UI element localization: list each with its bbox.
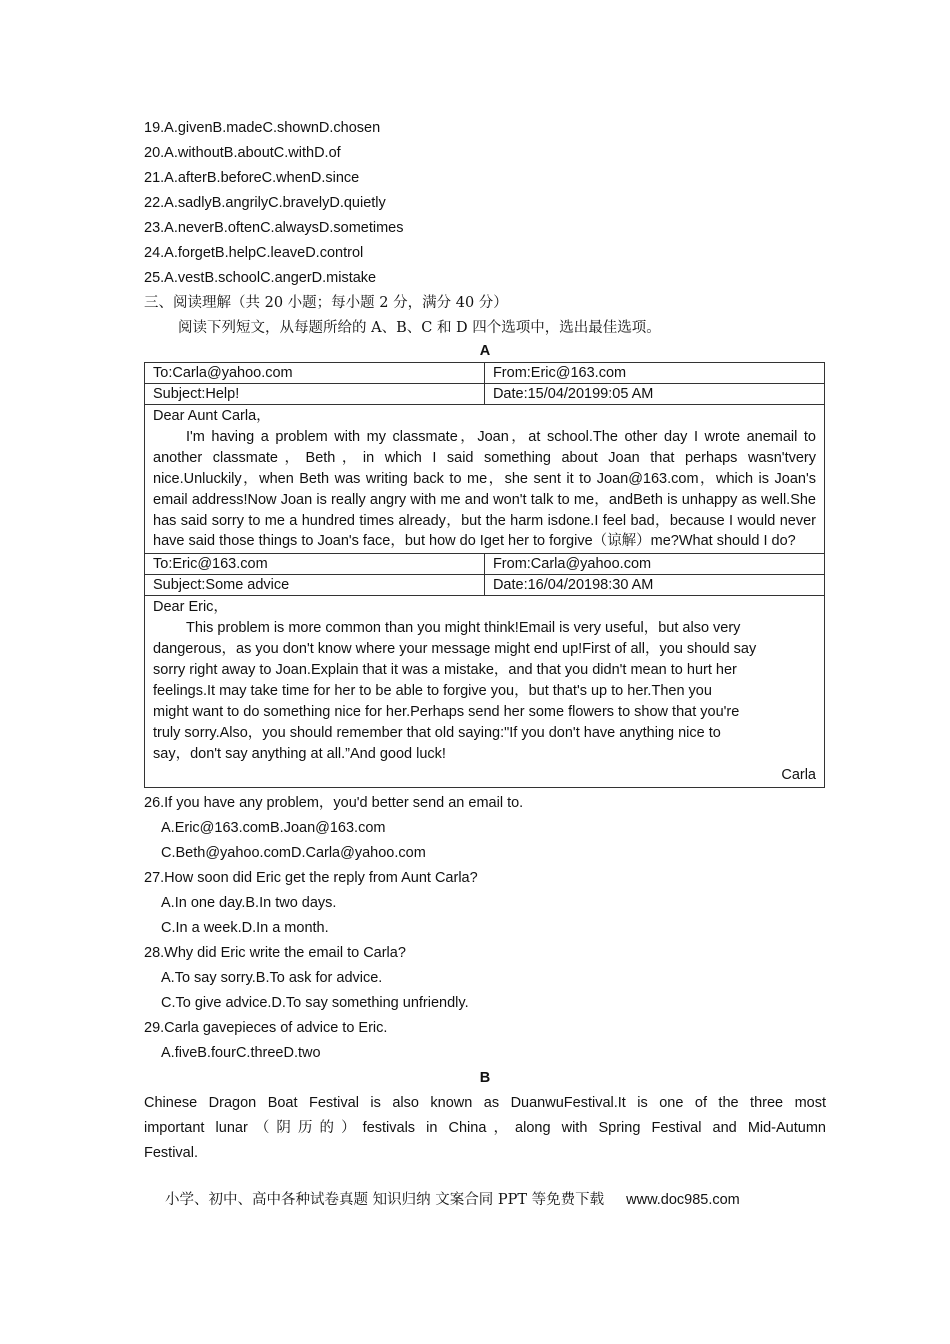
cloze-options bbox=[144, 116, 826, 291]
email2-body-line: sorry right away to Joan.Explain that it was a mistake，and that you didn't mean to hurt her bbox=[153, 662, 737, 679]
cloze-option-line: 19.A.givenB.madeC.shownD.chosen bbox=[144, 120, 381, 136]
email1-body: I'm having a problem with my classmate，Joan，at school.The other day I wrote anemail to another classmate，Beth，in which I said something about Joan that perhaps wasn'tvery nice.Unluckily，when Beth was writing back to me，she sent it to Joan@163.com，which is Joan's email address!Now Joan is really angry with me and won't talk to me，andBeth is unhappy as well.She has said sorry to me a hundred times already，but the harm isdone.I feel bad，because I would never have said those things to Joan's face，but how do Iget her to forgive（谅解）me?What should I do? bbox=[153, 428, 816, 550]
footer-text: 小学、初中、高中各种试卷真题 知识归纳 文案合同 PPT 等免费下载 bbox=[165, 1192, 605, 1208]
email2-signature: Carla bbox=[781, 766, 816, 783]
question-options: A.fiveB.fourC.threeD.two bbox=[161, 1044, 321, 1061]
question-options: C.To give advice.D.To say something unfriendly. bbox=[161, 994, 469, 1011]
passage-a-label: A bbox=[479, 343, 491, 359]
email1-body-cell bbox=[145, 405, 825, 554]
section-title: 三、阅读理解（共 20 小题；每小题 2 分，满分 40 分） bbox=[144, 295, 508, 311]
passage-b bbox=[144, 1091, 826, 1166]
page-footer bbox=[165, 1188, 740, 1209]
cloze-option-line: 24.A.forgetB.helpC.leaveD.control bbox=[144, 245, 364, 261]
question-stem: 26.If you have any problem，you'd better send an email to. bbox=[144, 794, 524, 811]
email2-greeting: Dear Eric， bbox=[153, 599, 228, 616]
email1-subject: Subject:Help! bbox=[145, 384, 485, 405]
passage-b-label: B bbox=[479, 1069, 491, 1086]
email2-subject: Subject:Some advice bbox=[145, 575, 485, 596]
cloze-option-line: 23.A.neverB.oftenC.alwaysD.sometimes bbox=[144, 220, 404, 236]
passage-b-line: Festival. bbox=[144, 1144, 198, 1161]
footer-url: www.doc985.com bbox=[626, 1192, 740, 1208]
exam-page bbox=[144, 116, 826, 1166]
question-options: A.In one day.B.In two days. bbox=[161, 894, 337, 911]
cloze-option-line: 25.A.vestB.schoolC.angerD.mistake bbox=[144, 270, 377, 286]
email2-body-line: say，don't say anything at all.”And good luck! bbox=[153, 745, 446, 762]
question-stem: 28.Why did Eric write the email to Carla? bbox=[144, 944, 406, 961]
question-list bbox=[144, 791, 826, 1066]
question-options: A.To say sorry.B.To ask for advice. bbox=[161, 969, 383, 986]
question-options: C.In a week.D.In a month. bbox=[161, 919, 329, 936]
email2-body-cell bbox=[145, 596, 825, 787]
question-options: A.Eric@163.comB.Joan@163.com bbox=[161, 819, 386, 836]
email2-date: Date:16/04/20198:30 AM bbox=[484, 575, 824, 596]
email2-body-line: truly sorry.Also，you should remember that old saying:"If you don't have anything nice to bbox=[153, 724, 721, 741]
passage-b-line: important lunar（阴历的）festivals in China，along with Spring Festival and Mid-Autumn bbox=[144, 1119, 826, 1136]
question-stem: 29.Carla gavepieces of advice to Eric. bbox=[144, 1019, 388, 1036]
cloze-option-line: 21.A.afterB.beforeC.whenD.since bbox=[144, 170, 360, 186]
email2-from: From:Carla@yahoo.com bbox=[484, 554, 824, 575]
cloze-option-line: 20.A.withoutB.aboutC.withD.of bbox=[144, 145, 341, 161]
email1-from: From:Eric@163.com bbox=[484, 363, 824, 384]
email2-body-line: feelings.It may take time for her to be able to forgive you，but that's up to her.Then you bbox=[153, 682, 712, 699]
passage-b-line: Chinese Dragon Boat Festival is also known as DuanwuFestival.It is one of the three most bbox=[144, 1094, 826, 1111]
email1-greeting: Dear Aunt Carla， bbox=[153, 408, 271, 424]
email1-date: Date:15/04/20199:05 AM bbox=[484, 384, 824, 405]
email-table bbox=[144, 362, 825, 788]
email1-to: To:Carla@yahoo.com bbox=[145, 363, 485, 384]
cloze-option-line: 22.A.sadlyB.angrilyC.bravelyD.quietly bbox=[144, 195, 386, 211]
question-options: C.Beth@yahoo.comD.Carla@yahoo.com bbox=[161, 844, 426, 861]
email2-body-line: dangerous，as you don't know where your message might end up!First of all，you should say bbox=[153, 641, 757, 658]
section-instruction: 阅读下列短文，从每题所给的 A、B、C 和 D 四个选项中，选出最佳选项。 bbox=[178, 320, 661, 336]
email2-body-line: might want to do something nice for her.Perhaps send her some flowers to show that you're bbox=[153, 703, 740, 720]
email2-to: To:Eric@163.com bbox=[145, 554, 485, 575]
email2-body-line: This problem is more common than you might think!Email is very useful，but also very bbox=[186, 620, 741, 637]
question-stem: 27.How soon did Eric get the reply from Aunt Carla? bbox=[144, 869, 478, 886]
